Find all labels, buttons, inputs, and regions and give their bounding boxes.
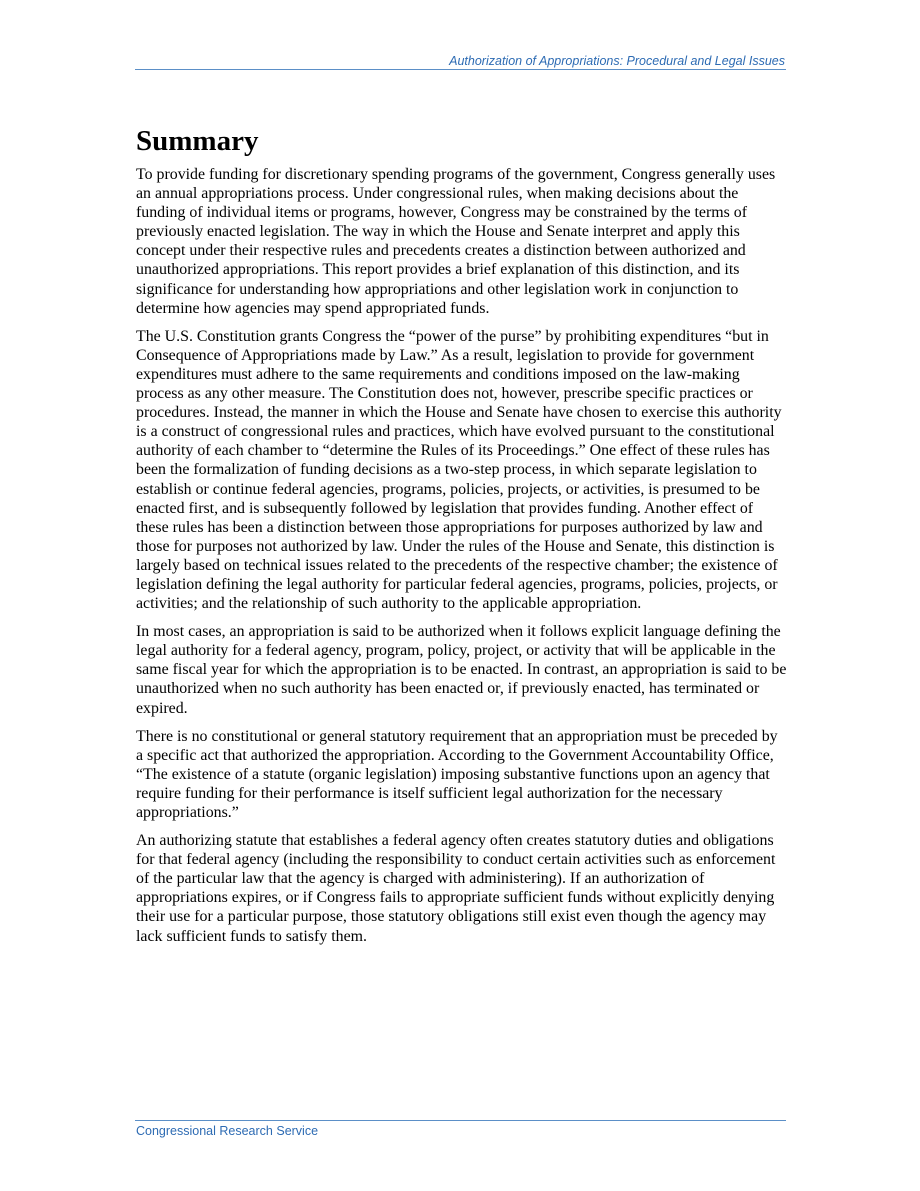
running-header <box>135 54 786 70</box>
summary-paragraph-3: In most cases, an appropriation is said to be authorized when it follows explicit language defining the legal authority for a federal agency, program, policy, project, or activity that will be applicable in the same fiscal year for which the appropriation is to be enacted. In contrast, an appropriation is said to be unauthorized when no such authority has been enacted or, if previously enacted, has terminated or expired. <box>136 623 787 717</box>
summary-heading: Summary <box>136 125 259 157</box>
summary-paragraph-4: There is no constitutional or general statutory requirement that an appropriation must be preceded by a specific act that authorized the appropriation. According to the Government Accountability Office, “The existence of a statute (organic legislation) imposing substantive functions upon an agency that require funding for their performance is itself sufficient legal authorization for the necessary appropriations.” <box>136 727 778 821</box>
footer-organization: Congressional Research Service <box>136 1124 319 1138</box>
running-footer <box>135 1120 786 1138</box>
summary-paragraph-2: The U.S. Constitution grants Congress the “power of the purse” by prohibiting expenditures “but in Consequence of Appropriations made by Law.” As a result, legislation to provide for government expenditures must adhere to the same requirements and conditions imposed on the law-making process as any other measure. The Constitution does not, however, prescribe specific practices or procedures. Instead, the manner in which the House and Senate have chosen to exercise this authority is a construct of congressional rules and practices, which have evolved pursuant to the constitutional authority of each chamber to “determine the Rules of its Proceedings.” One effect of these rules has been the formalization of funding decisions as a two-step process, in which separate legislation to establish or continue federal agencies, programs, policies, projects, or activities, is presumed to be enacted first, and is subsequently followed by legislation that provides funding. Another effect of these rules has been a distinction between those appropriations for purposes authorized by law and those for purposes not authorized by law. Under the rules of the House and Senate, this distinction is largely based on technical issues related to the precedents of the respective chamber; the existence of legislation defining the legal authority for particular federal agencies, programs, policies, projects, or activities; and the relationship of such authority to the applicable appropriation. <box>136 327 782 613</box>
summary-paragraph-1: To provide funding for discretionary spending programs of the government, Congress generally uses an annual appropriations process. Under congressional rules, when making decisions about the funding of individual items or programs, however, Congress may be constrained by the terms of previously enacted legislation. The way in which the House and Senate interpret and apply this concept under their respective rules and precedents creates a distinction between authorized and unauthorized appropriations. This report provides a brief explanation of this distinction, and its significance for understanding how appropriations and other legislation work in conjunction to determine how agencies may spend appropriated funds. <box>136 166 776 317</box>
running-header-title: Authorization of Appropriations: Procedural and Legal Issues <box>449 54 785 68</box>
summary-section <box>136 118 788 955</box>
summary-paragraph-5: An authorizing statute that establishes a federal agency often creates statutory duties and obligations for that federal agency (including the responsibility to conduct certain activities such as enforcement of the particular law that the agency is charged with administering). If an authorization of appropriations expires, or if Congress fails to appropriate sufficient funds without explicitly denying their use for a particular purpose, those statutory obligations still exist even though the agency may lack sufficient funds to satisfy them. <box>136 832 776 945</box>
